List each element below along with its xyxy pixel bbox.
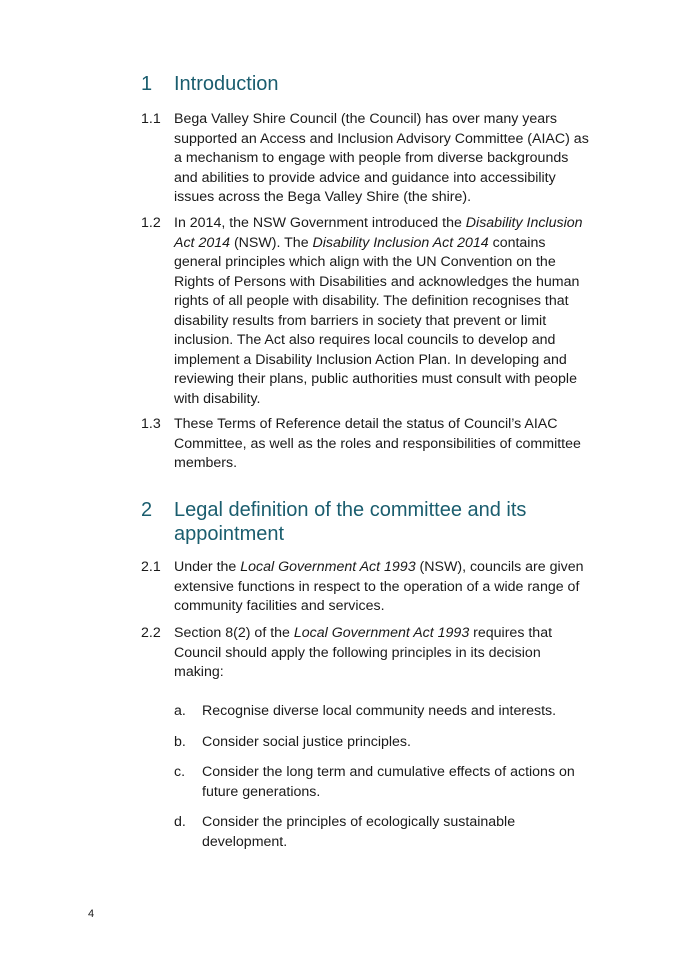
paragraph-2-2: [141, 624, 591, 683]
list-text: Consider social justice principles.: [202, 734, 411, 750]
list-letter: a.: [174, 703, 186, 719]
list-item: [174, 763, 594, 802]
paragraph-1-1: [141, 110, 591, 208]
paragraph-number: 1.3: [141, 416, 161, 432]
section-number: 1: [141, 73, 153, 95]
paragraph-1-3: [141, 415, 591, 474]
list-item: [174, 813, 594, 852]
list-item: [174, 733, 594, 753]
list-text: Consider the principles of ecologically sustainable development.: [202, 814, 516, 850]
paragraph-number: 2.1: [141, 559, 161, 575]
list-letter: b.: [174, 734, 186, 750]
paragraph-1-2: [141, 214, 591, 409]
act-title: Local Government Act 1993: [240, 559, 416, 575]
list-text: Recognise diverse local community needs and interests.: [202, 703, 557, 719]
paragraph-text: In 2014, the NSW Government introduced the Disability Inclusion Act 2014 (NSW). The Disability Inclusion Act 2014 contains general principles which align with the UN Convention on the Rights of Persons with Disabilities and acknowledges the human rights of all people with disability. The definition recognises that disability results from barriers in society that prevent or limit inclusion. The Act also requires local councils to develop and implement a Disability Inclusion Action Plan. In developing and reviewing their plans, public authorities must consult with people with disability.: [174, 215, 583, 407]
paragraph-number: 2.2: [141, 625, 161, 641]
section-number: 2: [141, 499, 153, 521]
section-title: Legal definition of the committee and its appointment: [174, 499, 527, 545]
paragraph-2-1: [141, 558, 591, 617]
paragraph-number: 1.2: [141, 215, 161, 231]
paragraph-text: Bega Valley Shire Council (the Council) has over many years supported an Access and Inclusion Advisory Committee (AIAC) as a mechanism to engage with people from diverse backgrounds and abilities to provide advice and guidance into accessibility issues across the Bega Valley Shire (the shire).: [174, 111, 589, 205]
act-title: Disability Inclusion Act 2014: [174, 215, 583, 251]
list-text: Consider the long term and cumulative effects of actions on future generations.: [202, 764, 575, 800]
list-letter: d.: [174, 814, 186, 830]
act-title: Disability Inclusion Act 2014: [312, 234, 489, 251]
section-2-heading: [141, 498, 601, 546]
paragraph-number: 1.1: [141, 111, 161, 127]
section-title: Introduction: [174, 73, 279, 95]
list-letter: c.: [174, 764, 186, 780]
section-1-heading: [141, 72, 601, 96]
paragraph-text: These Terms of Reference detail the status of Council’s AIAC Committee, as well as the roles and responsibilities of committee members.: [174, 416, 581, 471]
list-item: [174, 702, 594, 722]
act-title: Local Government Act 1993: [293, 625, 470, 641]
paragraph-text: Section 8(2) of the Local Government Act 1993 requires that Council should apply the following principles in its decision making:: [174, 625, 553, 680]
page-number: 4: [88, 908, 95, 920]
paragraph-text: Under the Local Government Act 1993 (NSW), councils are given extensive functions in respect to the operation of a wide range of community facilities and services.: [174, 559, 584, 614]
